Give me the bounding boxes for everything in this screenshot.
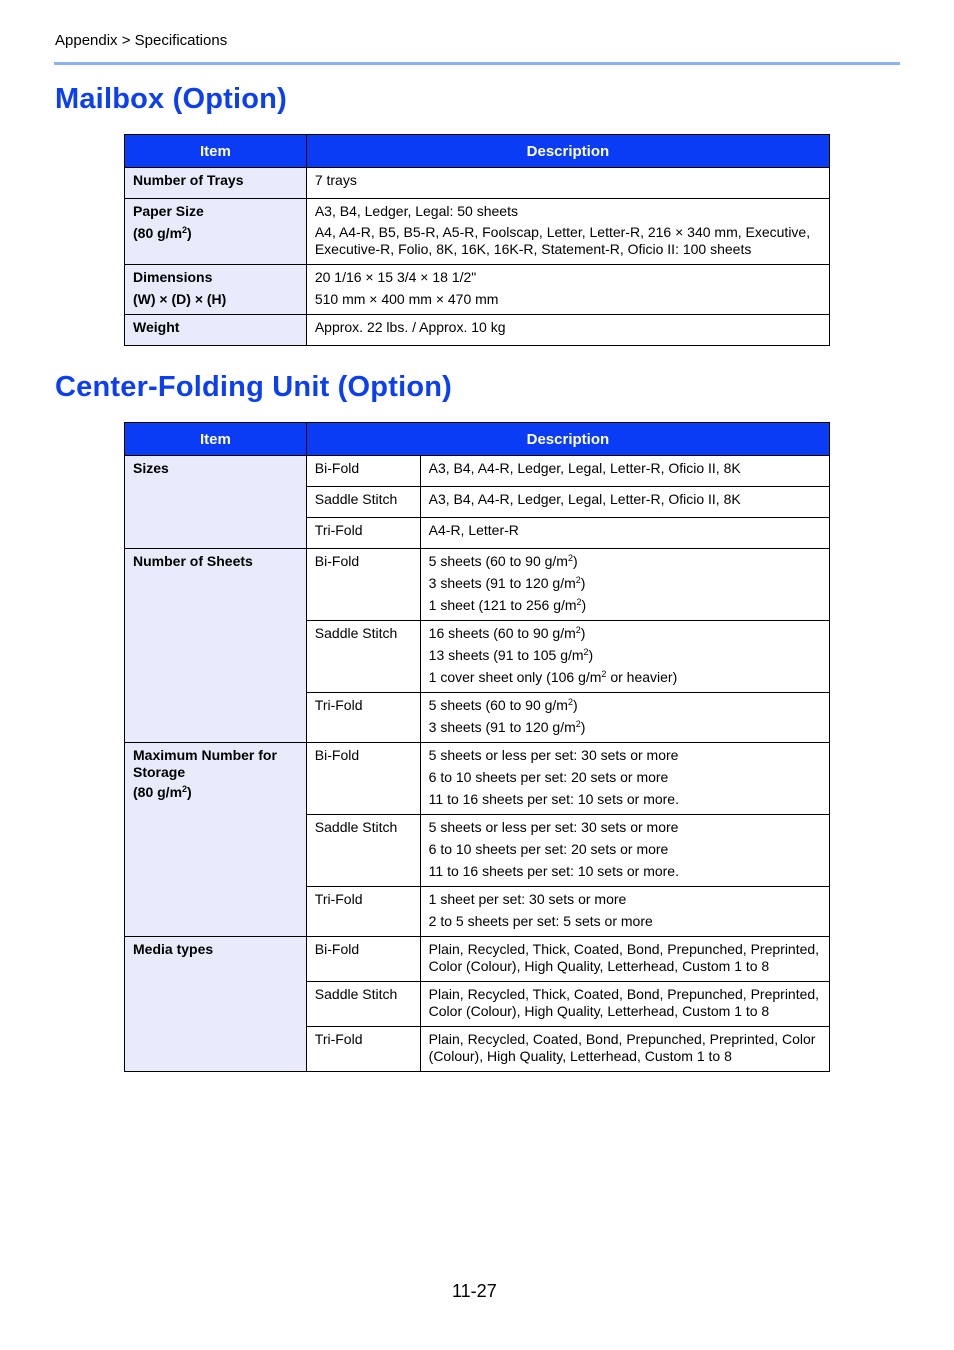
row-value: 7 trays [306,168,829,199]
page-number: 11-27 [452,1281,497,1301]
table-header-row [125,135,830,168]
row-value: Plain, Recycled, Thick, Coated, Bond, Prepunched, Preprinted, Color (Colour), High Quality, Letterhead, Custom 1 to 8 [420,937,829,982]
row-value: A4-R, Letter-R [420,518,829,549]
column-header-description: Description [306,135,829,168]
row-value: 1 sheet per set: 30 sets or more 2 to 5 sheets per set: 5 sets or more [420,887,829,937]
table-row [125,937,830,982]
mailbox-spec-table [124,134,830,346]
row-value: 20 1/16 × 15 3/4 × 18 1/2" 510 mm × 400 mm × 470 mm [306,265,829,315]
row-value: A3, B4, A4-R, Ledger, Legal, Letter-R, Oficio II, 8K [420,487,829,518]
table-row [125,456,830,487]
breadcrumb: Appendix > Specifications [55,32,228,49]
fold-mode: Bi-Fold [306,549,420,621]
row-label: Number of Sheets [125,549,307,743]
row-value: 16 sheets (60 to 90 $g/m^2$) 13 sheets (91 to 105 $g/m^2$) 1 cover sheet only (106 $g/m^2$ or heavier) [420,621,829,693]
row-value: Approx. 22 lbs. / Approx. 10 kg [306,315,829,346]
table-row [125,743,830,815]
fold-mode: Saddle Stitch [306,815,420,887]
column-header-item: Item [125,135,307,168]
row-value: Plain, Recycled, Coated, Bond, Prepunched, Preprinted, Color (Colour), High Quality, Letterhead, Custom 1 to 8 [420,1027,829,1072]
row-label: Weight [125,315,307,346]
fold-mode: Saddle Stitch [306,621,420,693]
row-label: Paper Size (80 $g/m^2$) [125,199,307,265]
fold-mode: Bi-Fold [306,456,420,487]
fold-mode: Tri-Fold [306,887,420,937]
column-header-description: Description [306,423,829,456]
row-value: A3, B4, A4-R, Ledger, Legal, Letter-R, Oficio II, 8K [420,456,829,487]
row-value: Plain, Recycled, Thick, Coated, Bond, Prepunched, Preprinted, Color (Colour), High Quality, Letterhead, Custom 1 to 8 [420,982,829,1027]
row-label: Sizes [125,456,307,549]
fold-mode: Tri-Fold [306,1027,420,1072]
row-value: A3, B4, Ledger, Legal: 50 sheets A4, A4-R, B5, B5-R, A5-R, Foolscap, Letter, Letter-R, 216 × 340 mm, Executive, Executive-R, Folio, 8K, 16K, 16K-R, Statement-R, Oficio II: 100 sheets [306,199,829,265]
header-divider [54,62,900,65]
table-row [125,168,830,199]
center-folding-spec-table [124,422,830,1072]
section-title-mailbox: Mailbox (Option) [55,83,287,115]
table-row [125,265,830,315]
row-label: Maximum Number for Storage (80 $g/m^2$) [125,743,307,937]
column-header-item: Item [125,423,307,456]
fold-mode: Bi-Fold [306,937,420,982]
fold-mode: Tri-Fold [306,518,420,549]
row-value: 5 sheets (60 to 90 $g/m^2$) 3 sheets (91 to 120 $g/m^2$) 1 sheet (121 to 256 $g/m^2$) [420,549,829,621]
table-header-row [125,423,830,456]
row-value: 5 sheets (60 to 90 $g/m^2$) 3 sheets (91 to 120 $g/m^2$) [420,693,829,743]
table-row [125,199,830,265]
table-row [125,549,830,621]
row-value: 5 sheets or less per set: 30 sets or more 6 to 10 sheets per set: 20 sets or more 11 to 16 sheets per set: 10 sets or more. [420,815,829,887]
fold-mode: Tri-Fold [306,693,420,743]
fold-mode: Saddle Stitch [306,982,420,1027]
fold-mode: Saddle Stitch [306,487,420,518]
row-label: Media types [125,937,307,1072]
row-label: Number of Trays [125,168,307,199]
section-title-center-folding: Center-Folding Unit (Option) [55,371,453,403]
row-label: Dimensions (W) × (D) × (H) [125,265,307,315]
table-row [125,315,830,346]
fold-mode: Bi-Fold [306,743,420,815]
row-value: 5 sheets or less per set: 30 sets or more 6 to 10 sheets per set: 20 sets or more 11 to 16 sheets per set: 10 sets or more. [420,743,829,815]
